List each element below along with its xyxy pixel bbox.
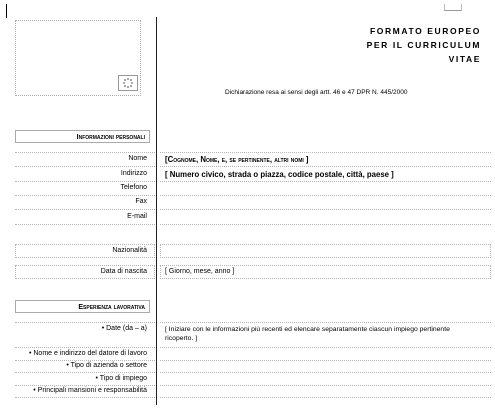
row-separator xyxy=(160,360,491,362)
cv-title-line1: FORMATO EUROPEO xyxy=(369,26,481,36)
label-duties: • Principali mansioni e responsabilità xyxy=(33,387,147,394)
row-separator xyxy=(160,397,491,399)
row-separator xyxy=(160,195,491,197)
row-separator xyxy=(15,209,155,211)
row-separator xyxy=(15,224,155,226)
row-separator xyxy=(160,385,491,387)
row-separator xyxy=(160,347,491,349)
label-nazionalita: Nazionalità xyxy=(112,247,147,254)
row-separator xyxy=(160,166,491,168)
label-date: • Date (da – a) xyxy=(101,325,147,332)
label-job-type: • Tipo di impiego xyxy=(95,375,147,382)
cv-title xyxy=(341,24,481,66)
row-separator xyxy=(15,372,155,374)
row-separator xyxy=(15,166,155,168)
label-data-nascita: Data di nascita xyxy=(100,268,147,275)
row-separator xyxy=(160,152,491,154)
declaration-text: Dichiarazione resa ai sensi degli artt. 46 e 47 DPR N. 445/2000 xyxy=(225,89,408,96)
row-separator xyxy=(15,181,155,183)
label-employer: • Nome e indirizzo del datore di lavoro xyxy=(28,350,147,357)
label-nome: Nome xyxy=(128,155,147,162)
column-divider xyxy=(156,17,157,405)
value-nome[interactable]: [Cognome, Nome, e, se pertinente, altri nomi ] xyxy=(165,155,309,164)
label-sector: • Tipo di azienda o settore xyxy=(66,362,147,369)
cv-title-line3: VITAE xyxy=(448,54,481,64)
row-separator xyxy=(15,322,155,324)
row-separator xyxy=(15,152,155,154)
value-data-nascita[interactable]: [ Giorno, mese, anno ] xyxy=(165,268,235,275)
eu-flag-icon xyxy=(118,75,138,91)
page-corner-mark xyxy=(444,4,462,11)
row-separator xyxy=(160,224,491,226)
section-personal-info: Informazioni personali xyxy=(15,130,150,143)
label-indirizzo: Indirizzo xyxy=(120,170,147,177)
cv-title-line2: PER IL CURRICULUM xyxy=(366,40,481,50)
row-separator xyxy=(15,397,155,399)
row-separator xyxy=(160,372,491,374)
row-separator xyxy=(15,347,155,349)
label-email: E-mail xyxy=(127,213,147,220)
section-work-experience: Esperienza lavorativa xyxy=(15,300,150,313)
row-separator xyxy=(160,181,491,183)
nationality-value-box xyxy=(160,244,491,258)
value-date[interactable]: [ Iniziare con le informazioni più recenti ed elencare separatamente ciascun impiego pertinente ricoperto. ] xyxy=(165,326,450,342)
row-separator xyxy=(160,209,491,211)
text-cursor xyxy=(6,4,7,18)
row-separator xyxy=(160,322,491,324)
label-telefono: Telefono xyxy=(120,184,147,191)
value-indirizzo[interactable]: [ Numero civico, strada o piazza, codice postale, città, paese ] xyxy=(165,170,394,179)
row-separator xyxy=(15,195,155,197)
label-fax: Fax xyxy=(135,198,147,205)
